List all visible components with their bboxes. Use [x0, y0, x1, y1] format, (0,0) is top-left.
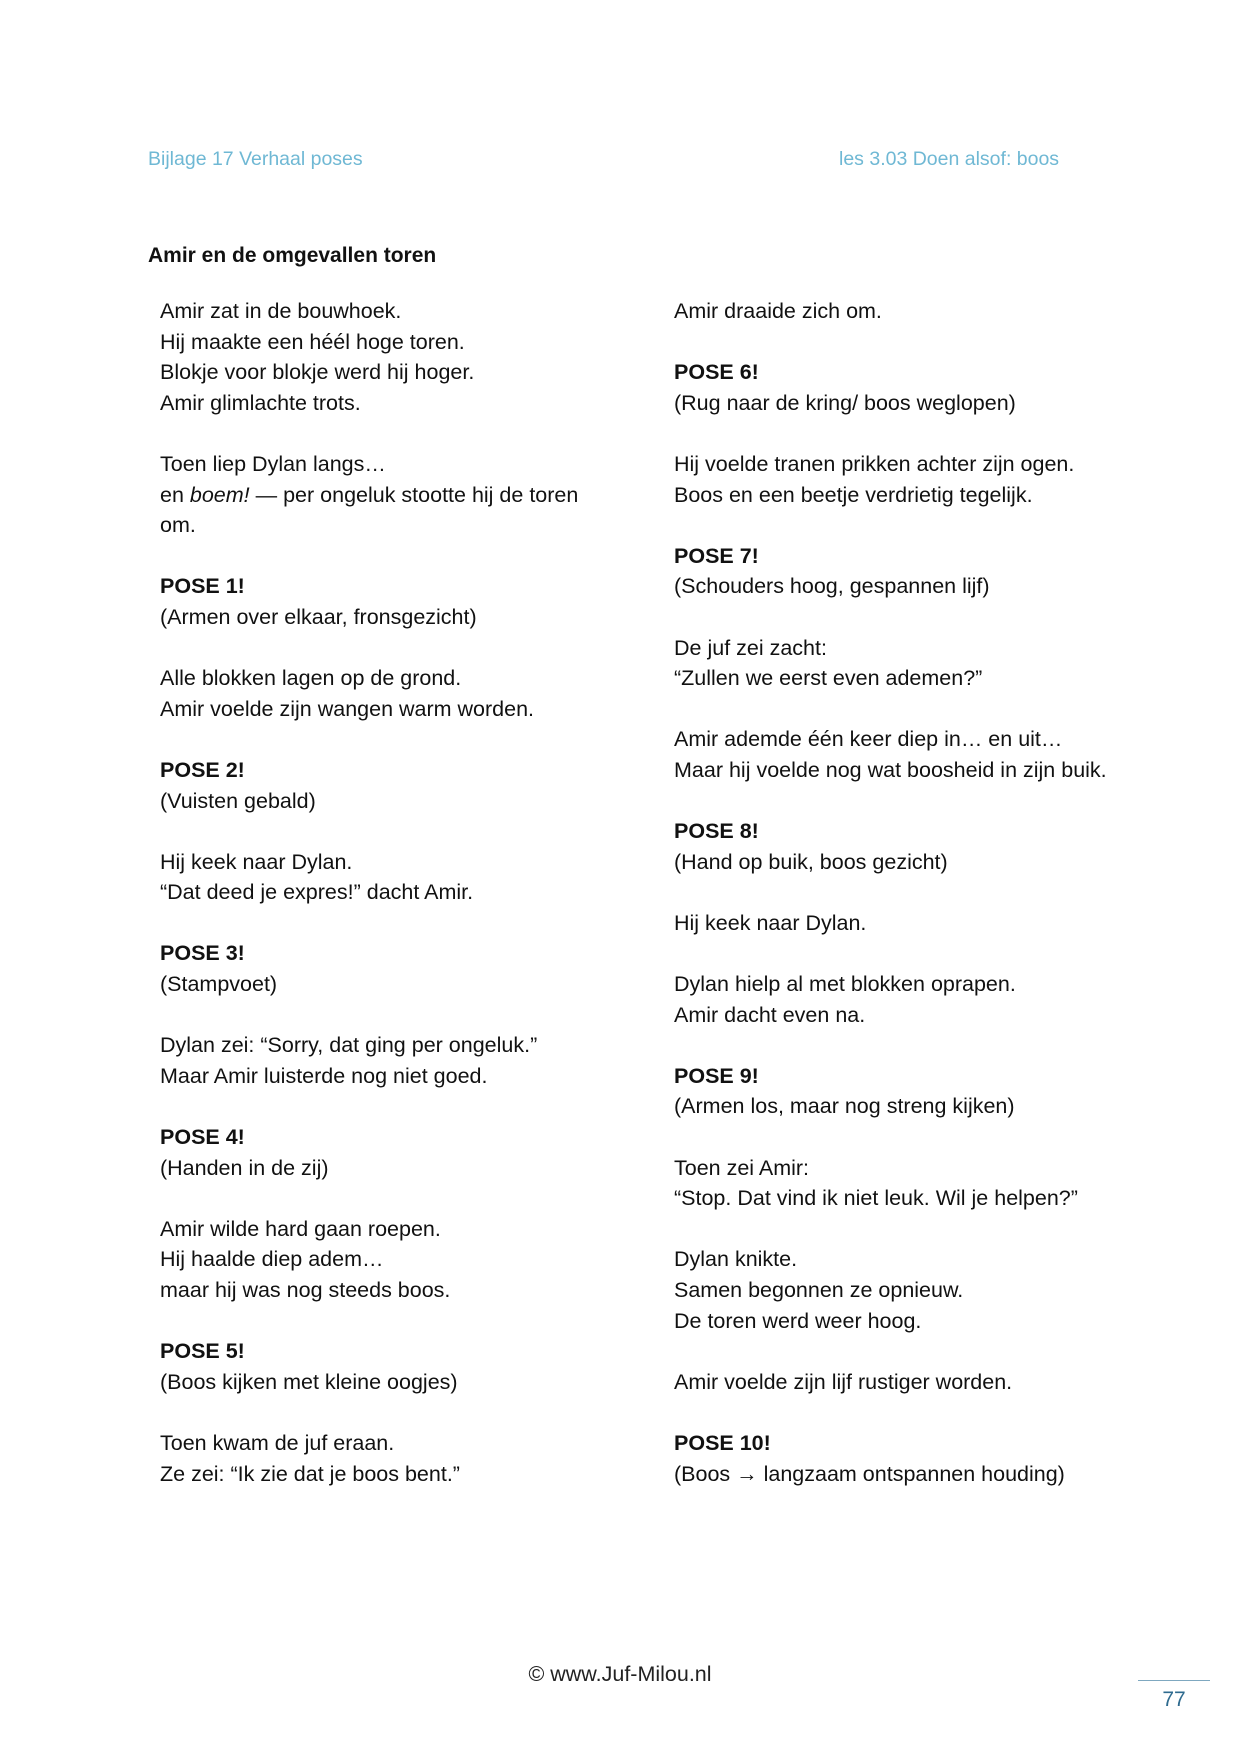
story-title: Amir en de omgevallen toren [148, 244, 437, 267]
story-column-left [160, 296, 630, 1489]
story-line: Samen begonnen ze opnieuw. [674, 1278, 964, 1302]
story-line: Maar hij voelde nog wat boosheid in zijn buik. [674, 757, 1107, 782]
pose-description: (Boos kijken met kleine oogjes) [160, 1369, 458, 1394]
story-line: Hij voelde tranen prikken achter zijn ogen. [674, 451, 1075, 476]
story-line: Toen zei Amir: [674, 1155, 810, 1180]
story-line: Amir glimlachte trots. [160, 390, 361, 415]
story-line: Dylan knikte. [674, 1247, 798, 1272]
story-line: Hij keek naar Dylan. [160, 849, 353, 874]
pose-label: POSE 6! [674, 360, 759, 385]
story-line: Hij haalde diep adem… [160, 1247, 384, 1272]
story-line: Toen liep Dylan langs… [160, 451, 386, 476]
story-line: Dylan zei: “Sorry, dat ging per ongeluk.” [160, 1033, 538, 1058]
story-line: Maar Amir luisterde nog niet goed. [160, 1063, 488, 1088]
story-line: Ze zei: “Ik zie dat je boos bent.” [160, 1461, 460, 1486]
pose-label: POSE 2! [160, 757, 245, 782]
story-column-right [674, 296, 1194, 1489]
story-line: Amir draaide zich om. [674, 299, 882, 323]
page-number: 77 [1162, 1688, 1186, 1711]
pose-label: POSE 4! [160, 1125, 245, 1150]
story-line: “Dat deed je expres!” dacht Amir. [160, 880, 474, 905]
pose-description: (Rug naar de kring/ boos weglopen) [674, 390, 1016, 415]
story-line: Amir voelde zijn wangen warm worden. [160, 696, 535, 721]
story-line: om. [160, 513, 196, 538]
pose-label: POSE 7! [674, 543, 759, 568]
pose-description: (Vuisten gebald) [160, 788, 316, 813]
story-line: Amir voelde zijn lijf rustiger worden. [674, 1369, 1013, 1394]
pose-label: POSE 8! [674, 819, 759, 844]
pose-label: POSE 9! [674, 1063, 759, 1088]
pose-description: (Boos → langzaam ontspannen houding) [674, 1461, 1065, 1486]
story-line: Amir wilde hard gaan roepen. [160, 1216, 441, 1241]
pose-description: (Armen los, maar nog streng kijken) [674, 1094, 1015, 1119]
pose-description: (Stampvoet) [160, 972, 278, 997]
story-line: maar hij was nog steeds boos. [160, 1278, 451, 1302]
pose-label: POSE 1! [160, 574, 245, 599]
story-line: De toren werd weer hoog. [674, 1308, 922, 1333]
pose-label: POSE 10! [674, 1430, 771, 1455]
page-number-rule [1138, 1680, 1210, 1681]
story-line: Dylan hielp al met blokken oprapen. [674, 972, 1016, 997]
pose-label: POSE 3! [160, 941, 245, 966]
story-line: Hij maakte een héél hoge toren. [160, 329, 465, 354]
story-line: “Stop. Dat vind ik niet leuk. Wil je helpen?” [674, 1186, 1078, 1211]
story-line: Amir zat in de bouwhoek. [160, 299, 402, 323]
story-line: “Zullen we eerst even ademen?” [674, 666, 983, 691]
story-line: Toen kwam de juf eraan. [160, 1430, 395, 1455]
pose-description: (Handen in de zij) [160, 1155, 329, 1180]
story-line: De juf zei zacht: [674, 635, 827, 660]
story-line: Amir ademde één keer diep in… en uit… [674, 727, 1063, 752]
header-right: les 3.03 Doen alsof: boos [839, 148, 1060, 170]
story-line [160, 480, 630, 511]
pose-description: (Schouders hoog, gespannen lijf) [674, 574, 990, 599]
story-line: Alle blokken lagen op de grond. [160, 666, 462, 691]
story-line: Hij keek naar Dylan. [674, 910, 867, 935]
story-line: Boos en een beetje verdrietig tegelijk. [674, 482, 1033, 507]
story-text: en [160, 482, 190, 507]
header-left: Bijlage 17 Verhaal poses [148, 148, 363, 170]
story-line: Blokje voor blokje werd hij hoger. [160, 360, 475, 385]
pose-description: (Hand op buik, boos gezicht) [674, 849, 948, 874]
story-text: — per ongeluk stootte hij de toren [249, 482, 579, 507]
story-line: Amir dacht even na. [674, 1002, 866, 1027]
pose-label: POSE 5! [160, 1339, 245, 1364]
story-emphasis: boem! [189, 482, 250, 507]
pose-description: (Armen over elkaar, fronsgezicht) [160, 604, 477, 629]
footer-copyright: © www.Juf-Milou.nl [528, 1662, 712, 1686]
